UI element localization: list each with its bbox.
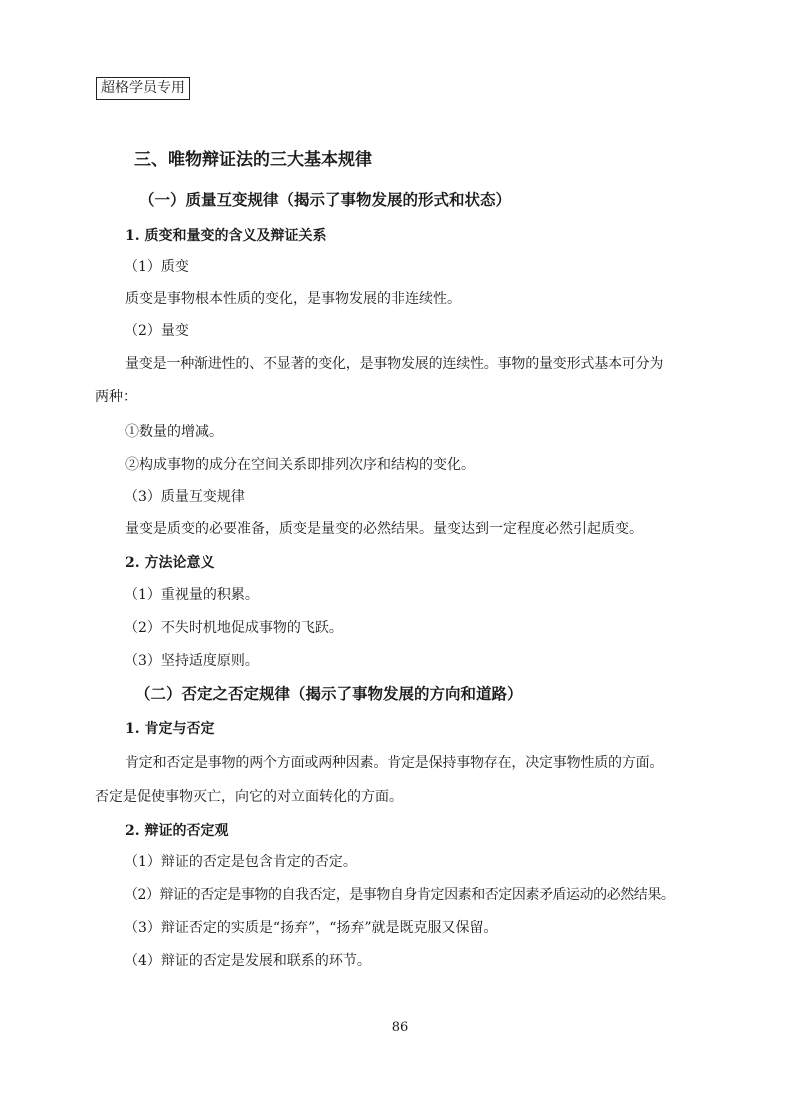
header-badge: 超格学员专用 <box>96 77 190 100</box>
part1-method1: （1）重视量的积累。 <box>124 587 259 603</box>
part2-view4: （4）辩证的否定是发展和联系的环节。 <box>124 953 371 969</box>
part1-method3: （3）坚持适度原则。 <box>124 653 259 669</box>
part1-item2-text-line2: 两种： <box>95 389 137 405</box>
part1-item3-text: 量变是质变的必要准备，质变是量变的必然结果。量变达到一定程度必然引起质变。 <box>125 521 643 537</box>
section-title: 三、唯物辩证法的三大基本规律 <box>134 150 372 170</box>
part1-sub2-title: 2. 方法论意义 <box>125 555 215 571</box>
part2-sub1-text-line1: 肯定和否定是事物的两个方面或两种因素。肯定是保持事物存在，决定事物性质的方面。 <box>125 755 664 771</box>
part2-view3: （3）辩证否定的实质是“扬弃”，“扬弃”就是既克服又保留。 <box>124 920 498 936</box>
part1-title: （一）质量互变规律（揭示了事物发展的形式和状态） <box>139 190 512 209</box>
part1-item2-point1: ①数量的增减。 <box>125 424 223 440</box>
part2-sub1-title: 1. 肯定与否定 <box>125 721 215 737</box>
part1-item3-label: （3）质量互变规律 <box>124 489 245 505</box>
part1-item1-label: （1）质变 <box>124 259 189 275</box>
part1-item2-text-line1: 量变是一种渐进性的、不显著的变化，是事物发展的连续性。事物的量变形式基本可分为 <box>125 356 664 372</box>
part1-item2-label: （2）量变 <box>124 323 189 339</box>
part2-sub1-text-line2: 否定是促使事物灭亡，向它的对立面转化的方面。 <box>95 789 403 805</box>
part2-title: （二）否定之否定规律（揭示了事物发展的方向和道路） <box>135 684 523 703</box>
part2-sub2-title: 2. 辩证的否定观 <box>125 823 229 839</box>
part1-item1-text: 质变是事物根本性质的变化，是事物发展的非连续性。 <box>125 291 461 307</box>
part1-item2-point2: ②构成事物的成分在空间关系即排列次序和结构的变化。 <box>125 457 475 473</box>
part1-sub1-title: 1. 质变和量变的含义及辩证关系 <box>125 228 327 244</box>
part2-view1: （1）辩证的否定是包含肯定的否定。 <box>124 854 357 870</box>
part1-method2: （2）不失时机地促成事物的飞跃。 <box>124 620 343 636</box>
part2-view2: （2）辩证的否定是事物的自我否定，是事物自身肯定因素和否定因素矛盾运动的必然结果。 <box>124 887 675 903</box>
page-number: 86 <box>391 1020 409 1035</box>
